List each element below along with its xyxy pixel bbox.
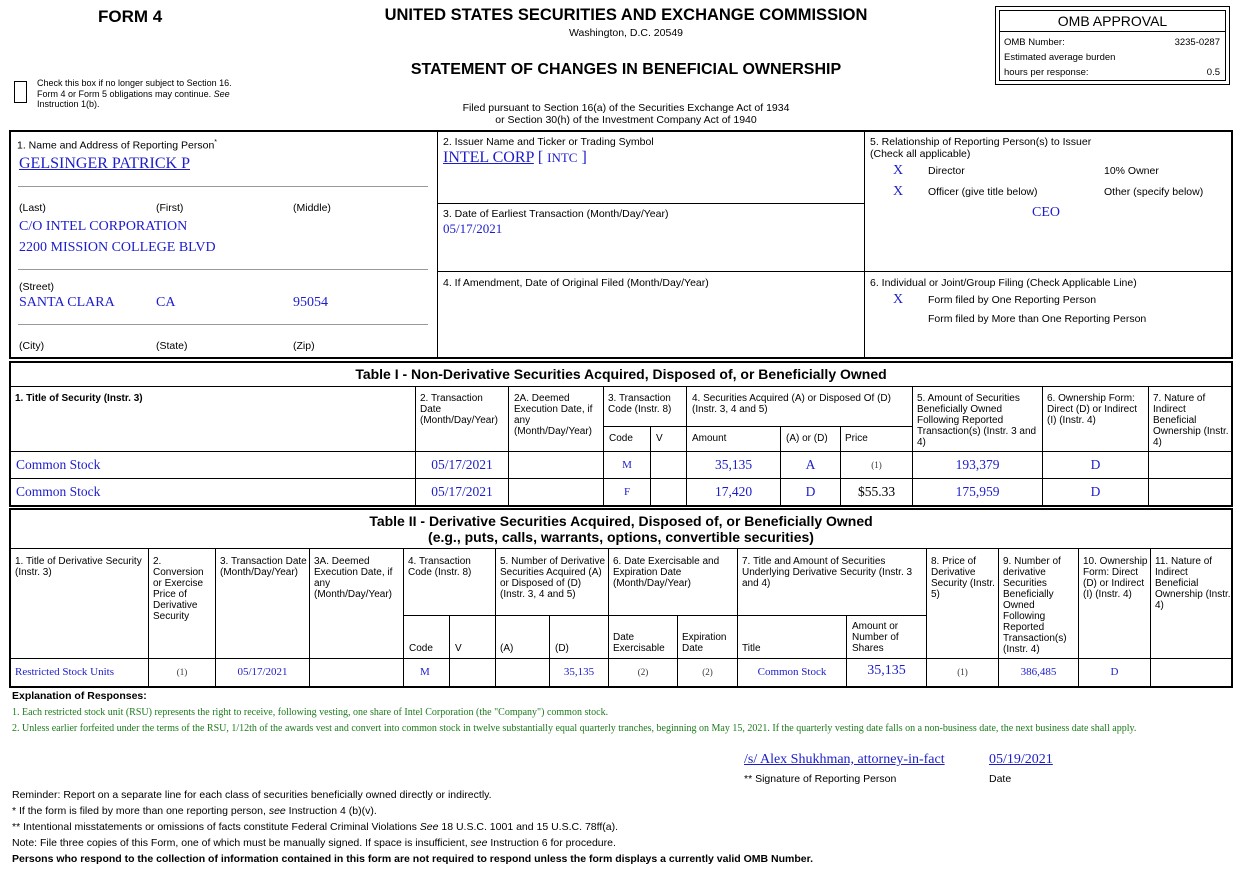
address-line-1: C/O INTEL CORPORATION	[19, 219, 188, 234]
reporting-person-label: 1. Name and Address of Reporting Person*	[17, 139, 218, 152]
city: SANTA CLARA	[19, 295, 115, 310]
footnote-1: 1. Each restricted stock unit (RSU) represents the right to receive, following vesting, one share of Intel Corporation (the "Company") common stock.	[12, 707, 609, 718]
director-mark[interactable]: X	[893, 163, 904, 178]
issuer-ticker: INTC	[547, 150, 578, 165]
state: CA	[156, 295, 176, 310]
statement-title: STATEMENT OF CHANGES IN BENEFICIAL OWNERSHIP	[410, 61, 842, 78]
footnote-2: 2. Unless earlier forfeited under the terms of the RSU, 1/12th of the awards vest and convert into common stock in twelve substantially equal quarterly tranches, beginning on May 15, 2021. If the quarterly vesting date falls on a non-business date, the next business date shall apply.	[12, 723, 1137, 734]
form-title: FORM 4	[98, 7, 163, 26]
table-row: Restricted Stock Units (1) 05/17/2021 M 35,135 (2) (2) Common Stock 35,135 (1) 386,485 D	[15, 663, 1119, 678]
omb-number: 3235-0287	[1174, 37, 1220, 48]
table-row: Common Stock 05/17/2021 M 35,135 A (1) 193,379 D	[16, 457, 1101, 472]
filed-pursuant: Filed pursuant to Section 16(a) of the Securities Exchange Act of 1934 or Section 30(h) of the Investment Company Act of 1940	[462, 102, 790, 126]
agency-location: Washington, D.C. 20549	[568, 27, 683, 39]
signature-label: ** Signature of Reporting Person	[744, 773, 897, 785]
table-row: Common Stock 05/17/2021 F 17,420 D $55.33 175,959 D	[16, 484, 1101, 499]
issuer-name[interactable]: INTEL CORP	[443, 149, 534, 166]
omb-hours: 0.5	[1206, 67, 1220, 78]
footer-star2: ** Intentional misstatements or omissions of facts constitute Federal Criminal Violations See 18 U.S.C. 1001 and 15 U.S.C. 78ff(a).	[12, 821, 619, 833]
footer-persons: Persons who respond to the collection of information contained in this form are not required to respond unless the form displays a currently valid OMB Number.	[12, 853, 814, 865]
one-person-mark[interactable]: X	[893, 292, 904, 307]
issuer-label: 2. Issuer Name and Ticker or Trading Symbol	[443, 136, 654, 148]
table-1-title: Table I - Non-Derivative Securities Acquired, Disposed of, or Beneficially Owned	[355, 366, 887, 382]
issuer-name-line: INTEL CORP [ INTC ]	[443, 149, 587, 166]
filing-label: 6. Individual or Joint/Group Filing (Check Applicable Line)	[870, 277, 1137, 289]
address-line-2: 2200 MISSION COLLEGE BLVD	[19, 240, 216, 255]
amendment-label: 4. If Amendment, Date of Original Filed (Month/Day/Year)	[443, 277, 709, 289]
omb-approval-box: OMB APPROVAL OMB Number: 3235-0287 Estimated average burden hours per response: 0.5	[995, 6, 1230, 85]
officer-title: CEO	[1032, 205, 1060, 220]
omb-title: OMB APPROVAL	[999, 10, 1226, 32]
table-2-title: Table II - Derivative Securities Acquired, Disposed of, or Beneficially Owned (e.g., puts, calls, warrants, options, convertible securities)	[369, 513, 873, 545]
earliest-transaction-label: 3. Date of Earliest Transaction (Month/Day/Year)	[443, 208, 669, 220]
footer-note: Note: File three copies of this Form, one of which must be manually signed. If space is insufficient, see Instruction 6 for procedure.	[12, 837, 616, 849]
reporting-person-name[interactable]: GELSINGER PATRICK P	[19, 155, 190, 172]
relationship-label: 5. Relationship of Reporting Person(s) to Issuer (Check all applicable)	[870, 136, 1092, 160]
footer-star1: * If the form is filed by more than one reporting person, see Instruction 4 (b)(v).	[12, 805, 377, 817]
date-label: Date	[989, 773, 1012, 785]
signature-name: /s/ Alex Shukhman, attorney-in-fact	[744, 752, 945, 767]
no-longer-subject-checkbox[interactable]	[14, 81, 27, 103]
agency-title: UNITED STATES SECURITIES AND EXCHANGE COMMISSION	[384, 6, 868, 24]
checkbox-label: Check this box if no longer subject to Section 16. Form 4 or Form 5 obligations may continue. See Instruction 1(b).	[37, 78, 232, 109]
reminder: Reminder: Report on a separate line for each class of securities beneficially owned directly or indirectly.	[12, 789, 492, 801]
officer-mark[interactable]: X	[893, 184, 904, 199]
signature-date: 05/19/2021	[989, 752, 1053, 767]
zip: 95054	[293, 295, 328, 310]
explanation-title: Explanation of Responses:	[12, 690, 147, 702]
earliest-transaction-date: 05/17/2021	[443, 221, 503, 236]
